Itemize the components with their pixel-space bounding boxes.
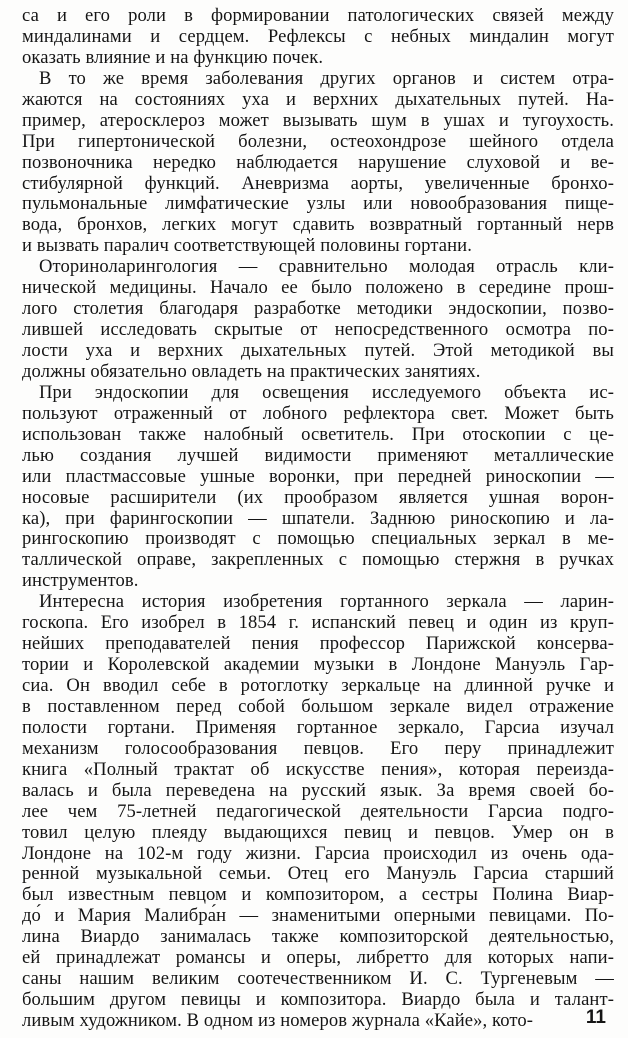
text-line: инструментов. [22, 570, 139, 592]
text-line: рингоскопию производят с помощью специальных зеркал в ме- [22, 528, 614, 550]
text-line: ей принадлежат романсы и оперы, либретто для которых напи- [22, 947, 614, 969]
text-line: пользуют отраженный от лобного рефлектора свет. Может быть [22, 402, 614, 424]
text-line: вода, бронхов, легких могут сдавить возвратный гортанный нерв [22, 214, 614, 236]
paragraph [22, 6, 614, 69]
text-line: или пластмассовые ушные воронки, при передней риноскопии — [22, 465, 614, 487]
text-line: должны обязательно овладеть на практических занятиях. [22, 360, 481, 382]
paragraph [22, 69, 614, 257]
text-line: При эндоскопии для освещения исследуемого объекта ис- [39, 381, 614, 403]
text-line: сиа. Он вводил себе в ротоглотку зеркальце на длинной ручке и [22, 675, 614, 696]
text-line: носовые расширители (их прообразом является ушная ворон- [22, 486, 614, 508]
text-line: миндалинами и сердцем. Рефлексы с небных миндалин могут [22, 25, 614, 47]
text-line: лого столетия благодаря разработке методики эндоскопии, позво- [22, 298, 614, 320]
text-line: полости гортани. Применяя гортанное зеркало, Гарсиа изучал [22, 716, 614, 738]
text-line: Интересна история изобретения гортанного зеркала — ларин- [39, 591, 614, 613]
text-line: механизм голосообразования певцов. Его перу принадлежит [22, 737, 614, 759]
text-line: пример, атеросклероз может вызывать шум в ушах и тугоухость. [22, 109, 614, 131]
body-text [22, 6, 614, 1032]
text-line: большим другом певицы и композитора. Виардо была и талант- [22, 989, 614, 1011]
text-line: госкопа. Его изобрел в 1854 г. испанский певец и один из круп- [22, 612, 614, 634]
text-line: и вызвать паралич соответствующей половины гортани. [22, 235, 472, 257]
text-line: товил целую плеяду выдающихся певиц и певцов. Умер он в [22, 821, 614, 843]
paragraph [22, 592, 614, 1032]
text-line: лее чем 75-летней педагогической деятельности Гарсиа подго- [22, 800, 614, 822]
text-line: Лондоне на 102-м году жизни. Гарсиа происходил из очень ода- [22, 842, 614, 864]
text-line: книга «Полный трактат об искусстве пения», которая переизда- [22, 758, 614, 780]
text-line: ка), при фарингоскопии — шпатели. Заднюю риноскопию и ла- [22, 507, 614, 529]
text-line: са и его роли в формировании патологических связей между [22, 5, 614, 26]
text-line: Оториноларингология — сравнительно молодая отрасль кли- [39, 256, 614, 278]
text-line: позвоночника нередко наблюдается нарушение слуховой и ве- [22, 151, 614, 173]
text-line: ренной музыкальной семьи. Отец его Мануэль Гарсиа старший [22, 863, 614, 885]
text-line: таллической оправе, закрепленных с помощью стержня в ручках [22, 549, 614, 571]
text-line: пульмональные лимфатические узлы или новообразования пище- [22, 193, 614, 215]
page-number: 11 [585, 1007, 606, 1028]
text-line: лью создания лучшей видимости применяют металлические [22, 444, 614, 466]
text-line: В то же время заболевания других органов и систем отра- [39, 67, 614, 89]
text-line: лившей исследовать скрытые от непосредственного осмотра по- [22, 319, 614, 341]
text-line: При гипертонической болезни, остеохондрозе шейного отдела [22, 130, 614, 152]
text-line: нической медицины. Начало ее было положено в середине прош- [22, 277, 614, 299]
text-line: лина Виардо занималась также композиторской деятельностью, [22, 926, 614, 948]
paragraph [22, 383, 614, 592]
text-line: саны нашим великим соотечественником И. С. Тургеневым — [22, 968, 614, 990]
text-line: использован также налобный осветитель. При отоскопии с це- [22, 423, 614, 445]
text-line: валась и была переведена на русский язык. За время своей бо- [22, 779, 614, 801]
text-line: в поставленном перед собой большом зеркале видел отражение [22, 695, 614, 717]
text-line: был известным певцом и композитором, а сестры Полина Виар- [22, 884, 614, 906]
text-line: жаются на состояниях уха и верхних дыхательных путей. На- [22, 88, 614, 110]
text-line: стибулярной функций. Аневризма аорты, увеличенные бронхо- [22, 172, 614, 194]
paragraph [22, 257, 614, 383]
text-line: оказать влияние и на функцию почек. [22, 46, 324, 68]
text-line: до́ и Мария Малибра́н — знаменитыми оперными певицами. По- [22, 905, 614, 927]
text-line: тории и Королевской академии музыки в Лондоне Мануэль Гар- [22, 654, 614, 676]
text-line: лости уха и верхних дыхательных путей. Этой методикой вы [22, 340, 614, 361]
text-line: ливым художником. В одном из номеров журнала «Кайе», кото- [22, 1010, 534, 1031]
text-line: нейших преподавателей пения профессор Парижской консерва- [22, 633, 614, 655]
